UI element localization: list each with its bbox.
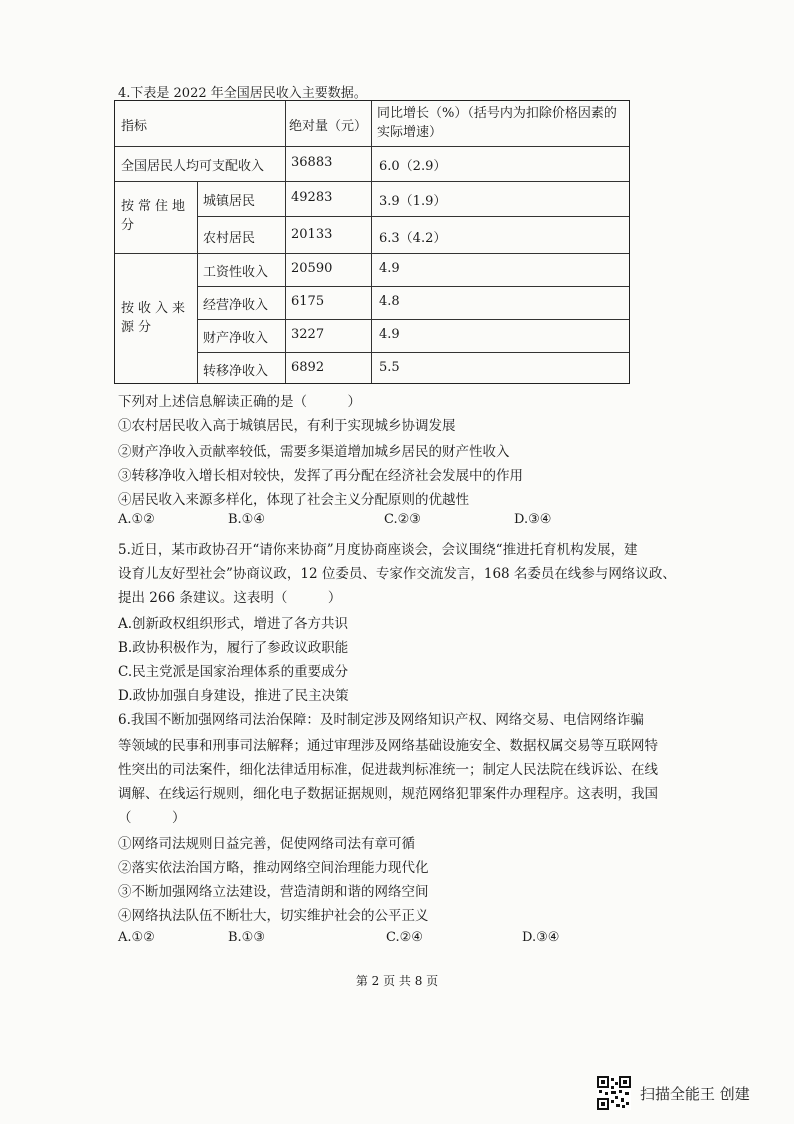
header-amount: 绝对量（元）	[289, 119, 368, 134]
q6-item: ④网络执法队伍不断壮大，切实维护社会的公平正义	[118, 908, 429, 924]
q6-item: ②落实依法治国方略，推动网络空间治理能力现代化	[118, 860, 429, 876]
q6-item: ①网络司法规则日益完善，促使网络司法有章可循	[118, 836, 415, 852]
national-amount: 36883	[291, 155, 333, 170]
row-label: 经营净收入	[203, 298, 269, 313]
qr-code-icon	[597, 1076, 631, 1110]
row-amount: 6892	[291, 360, 325, 375]
q6-option-d: D.③④	[522, 930, 560, 945]
row-growth: 5.5	[379, 360, 400, 375]
row-amount: 3227	[291, 327, 325, 342]
header-indicator: 指标	[121, 119, 148, 134]
row-label: 农村居民	[203, 231, 256, 246]
q6-text-line: 等领域的民事和刑事司法解释；通过审理涉及网络基础设施安全、数据权属交易等互联网特	[118, 738, 658, 754]
row-growth: 4.8	[379, 294, 400, 309]
residence-group-label: 按常住地分	[121, 199, 190, 233]
row-growth: 6.3（4.2）	[379, 231, 447, 246]
q4-intro: 4.下表是 2022 年全国居民收入主要数据。	[118, 86, 367, 101]
q6-option-b: B.①③	[228, 930, 265, 945]
q6-option-a: A.①②	[118, 930, 155, 945]
q4-item: ②财产净收入贡献率较低，需要多渠道增加城乡居民的财产性收入	[118, 444, 510, 460]
q4-stem: 下列对上述信息解读正确的是（ ）	[118, 394, 361, 410]
national-growth: 6.0（2.9）	[379, 159, 447, 174]
q4-option-a: A.①②	[118, 512, 155, 527]
national-label: 全国居民人均可支配收入	[121, 159, 265, 174]
row-growth: 4.9	[379, 327, 400, 342]
row-amount: 20590	[291, 261, 333, 276]
q4-item: ①农村居民收入高于城镇居民，有利于实现城乡协调发展	[118, 418, 456, 434]
row-label: 城镇居民	[203, 194, 256, 209]
scanner-watermark: 扫描全能王 创建	[640, 1085, 750, 1103]
row-label: 转移净收入	[203, 364, 269, 379]
row-label: 财产净收入	[203, 331, 269, 346]
q6-text-line: 调解、在线运行规则，细化电子数据证据规则，规范网络犯罪案件办理程序。这表明，我国	[118, 786, 658, 802]
q5-text-line: 提出 266 条建议。这表明（ ）	[118, 590, 342, 606]
q4-option-d: D.③④	[514, 512, 552, 527]
q4-item: ③转移净收入增长相对较快，发挥了再分配在经济社会发展中的作用	[118, 468, 523, 484]
header-growth: 同比增长（%）（括号内为扣除价格因素的实际增速）	[377, 106, 617, 140]
row-growth: 3.9（1.9）	[379, 194, 447, 209]
row-amount: 6175	[291, 294, 325, 309]
source-group-label: 按收入来源分	[121, 301, 190, 335]
q5-text-line: 5.近日，某市政协召开“请你来协商”月度协商座谈会，会议围绕“推进托育机构发展，建	[118, 542, 638, 558]
row-label: 工资性收入	[203, 265, 269, 280]
q4-option-c: C.②③	[384, 512, 421, 527]
q6-text-line: 6.我国不断加强网络司法治保障：及时制定涉及网络知识产权、网络交易、电信网络诈骗	[118, 712, 644, 728]
q4-option-b: B.①④	[228, 512, 265, 527]
row-amount: 49283	[291, 190, 333, 205]
income-table	[114, 100, 630, 384]
q5-option-c: C.民主党派是国家治理体系的重要成分	[118, 664, 349, 680]
q6-text-line: （ ）	[118, 810, 186, 826]
q5-option-d: D.政协加强自身建设，推进了民主决策	[118, 688, 349, 704]
q6-item: ③不断加强网络立法建设，营造清朗和谐的网络空间	[118, 884, 429, 900]
row-amount: 20133	[291, 227, 333, 242]
q5-option-a: A.创新政权组织形式，增进了各方共识	[118, 616, 349, 632]
q6-option-c: C.②④	[386, 930, 423, 945]
q4-item: ④居民收入来源多样化，体现了社会主义分配原则的优越性	[118, 492, 469, 508]
q6-text-line: 性突出的司法案件，细化法律适用标准，促进裁判标准统一；制定人民法院在线诉讼、在线	[118, 762, 658, 778]
page-number: 第 2 页 共 8 页	[355, 974, 439, 988]
q5-text-line: 设育儿友好型社会”协商议政，12 位委员、专家作交流发言，168 名委员在线参与网络议政、	[118, 566, 676, 582]
row-growth: 4.9	[379, 261, 400, 276]
q5-option-b: B.政协积极作为，履行了参政议政职能	[118, 640, 349, 656]
